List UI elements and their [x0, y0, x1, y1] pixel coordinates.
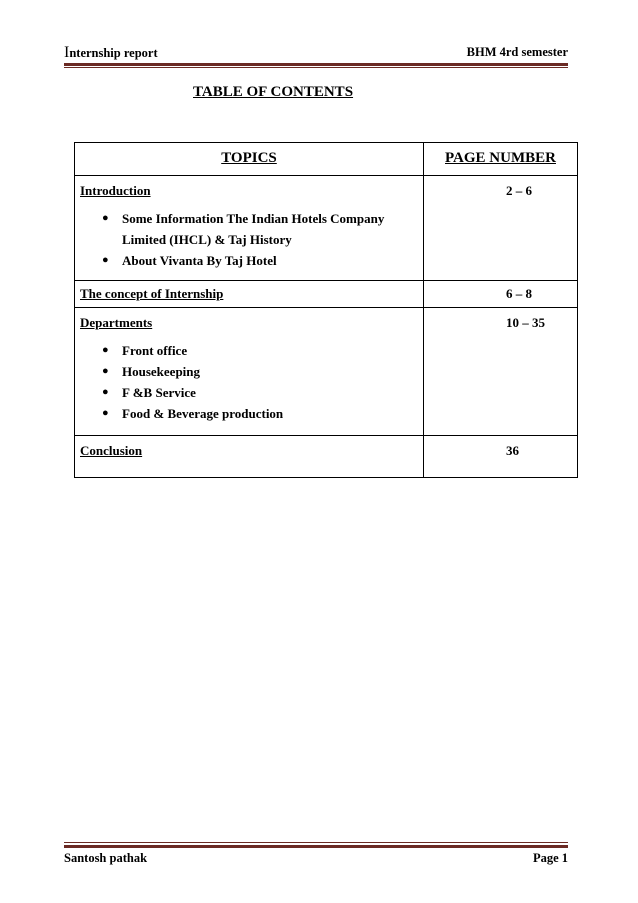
toc-table: [74, 142, 578, 478]
list-item: ● Food & Beverage production: [122, 403, 423, 424]
page-cell: [424, 308, 578, 436]
page-number: 36: [506, 443, 519, 458]
topic-cell: [75, 281, 424, 308]
footer-rule-thick: [64, 845, 568, 848]
topic-subitems: [75, 208, 423, 271]
topic-subitems: [75, 340, 423, 424]
topic-cell: [75, 436, 424, 478]
bullet-icon: ●: [102, 365, 109, 377]
topic-cell: [75, 176, 424, 281]
bullet-icon: ●: [102, 386, 109, 398]
toc-header-topics: TOPICS: [75, 143, 424, 176]
list-item: ● Some Information The Indian Hotels Company Limited (IHCL) & Taj History: [122, 208, 423, 250]
header-rule-thin: [64, 67, 568, 68]
header-doc-title: Internship report: [64, 44, 158, 61]
header-rule-thick: [64, 63, 568, 66]
page-header: [64, 44, 568, 60]
footer-page-number: Page 1: [532, 851, 568, 865]
topic-cell: [75, 308, 424, 436]
list-item: ● F &B Service: [122, 382, 423, 403]
header-semester: BHM 4rd semester: [466, 45, 568, 59]
footer-author: Santosh pathak: [64, 851, 148, 865]
toc-header-row: [75, 143, 578, 176]
bullet-icon: ●: [102, 407, 109, 419]
table-row: [75, 281, 578, 308]
list-item: ● About Vivanta By Taj Hotel: [122, 250, 423, 271]
topic-title: Conclusion: [80, 443, 143, 458]
table-row: [75, 308, 578, 436]
list-item: ● Front office: [122, 340, 423, 361]
list-item: ● Housekeeping: [122, 361, 423, 382]
toc-header-page-number: PAGE NUMBER: [424, 143, 578, 176]
page-number: 10 – 35: [506, 315, 545, 330]
page-title: TABLE OF CONTENTS: [193, 84, 354, 100]
page-number: 6 – 8: [506, 286, 532, 301]
topic-title: Departments: [80, 315, 153, 330]
table-row: [75, 176, 578, 281]
page-cell: [424, 281, 578, 308]
topic-title: Introduction: [80, 183, 151, 198]
table-row: [75, 436, 578, 478]
page-cell: [424, 436, 578, 478]
footer-rule-thin: [64, 842, 568, 843]
topic-title: The concept of Internship: [80, 286, 224, 301]
bullet-icon: ●: [102, 344, 109, 356]
bullet-icon: ●: [102, 254, 109, 266]
page-number: 2 – 6: [506, 183, 532, 198]
page-cell: [424, 176, 578, 281]
bullet-icon: ●: [102, 212, 109, 224]
